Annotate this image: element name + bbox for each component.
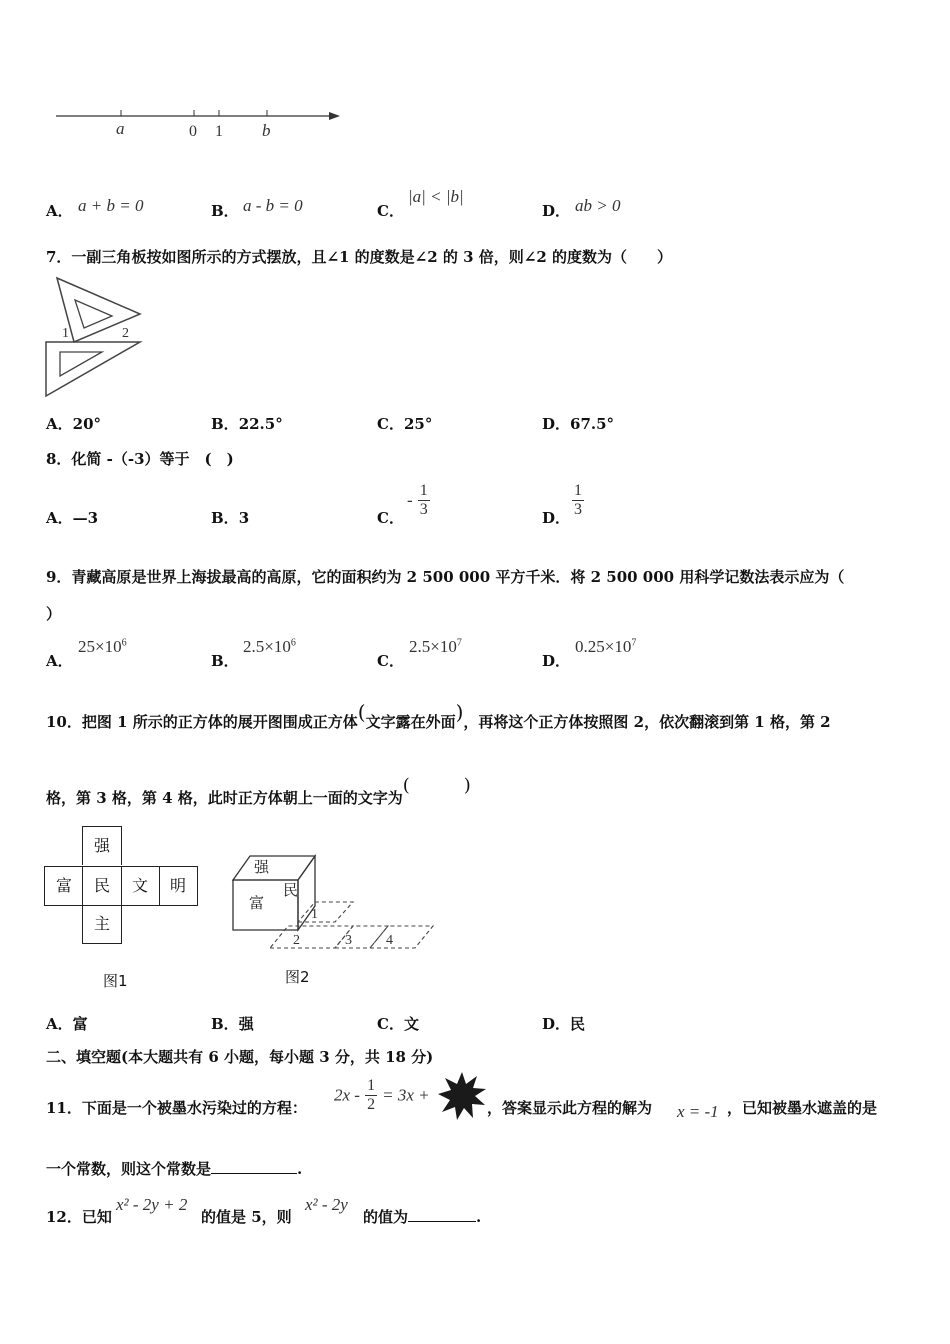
option-letter: C． (377, 415, 404, 433)
q9-option-c[interactable] (377, 650, 404, 671)
q6-option-a-expr: a + b = 0 (78, 196, 144, 215)
q6-option-a[interactable] (46, 200, 73, 221)
label-a: a (116, 119, 125, 138)
q12-expr2: x² - 2y (305, 1195, 348, 1214)
q9-option-a-expr (78, 637, 127, 657)
fig1-caption: 图1 (103, 972, 128, 990)
option-letter: B． (211, 652, 239, 670)
answer-paren: ( ) (402, 775, 471, 796)
cell-label-3: 3 (345, 933, 352, 948)
q10-text-line2 (46, 775, 471, 809)
q7-option-b[interactable] (211, 413, 283, 434)
q6-option-b[interactable] (211, 200, 239, 221)
option-letter: B． (211, 1015, 239, 1033)
q12-text-b: 的值是 5，则 (201, 1208, 292, 1226)
minus-sign: - (407, 490, 413, 510)
q9-text-line1: 9．青藏高原是世界上海拔最高的高原，它的面积约为 2 500 000 平方千米．将 2 500 000 用科学记数法表示应为（ (46, 568, 845, 586)
net-cell-right2: 明 (159, 866, 198, 906)
q9-option-d-expr (575, 637, 636, 657)
option-letter: B． (211, 202, 239, 220)
option-value: 25° (403, 415, 433, 433)
set-square-figure (40, 272, 150, 402)
net-cell-center: 民 (82, 866, 122, 906)
q9-option-c-expr (409, 637, 462, 657)
q12-text-c-wrap (363, 1206, 481, 1227)
q6-option-b-expr: a - b = 0 (243, 196, 303, 215)
option-letter: C． (377, 202, 404, 220)
net-cell-bottom: 主 (82, 905, 122, 944)
option-letter: B． (211, 509, 239, 527)
cell-label-1: 1 (311, 907, 318, 922)
q11-text-c: ，已知被墨水遮盖的是 (727, 1099, 878, 1117)
q6-option-c-expr: |a| < |b| (408, 187, 464, 206)
q11-text-b: ，答案显示此方程的解为 (487, 1099, 653, 1117)
lower-triangle-inner (60, 352, 102, 376)
option-value: 富 (72, 1015, 88, 1033)
q9-option-d[interactable] (542, 650, 570, 671)
q11-text-a: 11．下面是一个被墨水污染过的方程： (46, 1099, 307, 1117)
option-value: 67.5° (570, 415, 615, 433)
cell-label-2: 2 (293, 933, 300, 948)
section-2-heading: 二、填空题(本大题共有 6 小题，每小题 3 分，共 18 分) (46, 1048, 434, 1066)
cube-front-char: 富 (249, 894, 265, 912)
option-letter: A． (46, 509, 73, 527)
number-line-figure (50, 100, 350, 145)
q10-text-line2-body: 格，第 3 格，第 4 格，此时正方体朝上一面的文字为 (46, 789, 403, 807)
angle-1-label: 1 (62, 326, 69, 341)
open-paren: ( (357, 700, 366, 724)
q12-text-a: 12．已知 (46, 1208, 112, 1226)
q10-text-line1 (46, 700, 831, 732)
cube-top-char: 强 (254, 858, 270, 876)
number-line-arrow (329, 112, 340, 120)
option-letter: A． (46, 652, 73, 670)
q10-option-c[interactable] (377, 1013, 419, 1034)
sci-base: 25×10 (78, 637, 122, 656)
cell-label-4: 4 (386, 933, 393, 948)
q8-option-c[interactable] (377, 507, 404, 528)
period: . (476, 1208, 482, 1226)
q10-option-a[interactable] (46, 1013, 88, 1034)
q10-paren-text: 文字露在外面 (365, 713, 456, 731)
grid-cell-3 (335, 926, 388, 948)
option-value: —3 (72, 509, 99, 527)
equation-right: = 3x + (382, 1085, 430, 1105)
q7-text: 7．一副三角板按如图所示的方式摆放，且∠1 的度数是∠2 的 3 倍，则∠2 的度数为（ ） (46, 248, 673, 266)
q9-option-a[interactable] (46, 650, 73, 671)
q11-line2-body: 一个常数，则这个常数是 (46, 1160, 212, 1178)
angle-2-label: 2 (122, 326, 129, 341)
q6-option-d[interactable] (542, 200, 570, 221)
q8-option-b[interactable] (211, 507, 249, 528)
label-b: b (262, 121, 271, 140)
q6-option-d-expr: ab > 0 (575, 196, 621, 215)
sci-exponent: 6 (121, 637, 127, 649)
q8-option-d-fraction (572, 482, 584, 519)
option-letter: D． (542, 1015, 571, 1033)
upper-triangle-inner (75, 300, 112, 328)
cube-side-char: 民 (283, 881, 299, 899)
option-value: 民 (570, 1015, 586, 1033)
q11-solution: x = -1 (677, 1102, 719, 1121)
option-value: 22.5° (238, 415, 283, 433)
option-letter: A． (46, 202, 73, 220)
q9-option-b-expr (243, 637, 296, 657)
sci-exponent: 7 (456, 637, 462, 649)
q12-answer-blank[interactable] (408, 1221, 476, 1222)
period: . (297, 1160, 303, 1178)
denominator: 3 (419, 501, 428, 518)
q7-option-d[interactable] (542, 413, 614, 434)
q8-text: 8．化简 -（-3）等于 ( ) (46, 450, 234, 468)
label-0: 0 (189, 123, 197, 140)
option-letter: A． (46, 415, 73, 433)
q7-option-a[interactable] (46, 413, 101, 434)
option-letter: D． (542, 415, 571, 433)
numerator: 1 (419, 482, 428, 499)
equation-left: 2x - (334, 1085, 360, 1105)
option-letter: B． (211, 415, 239, 433)
net-cell-right1: 文 (121, 866, 160, 906)
label-1: 1 (215, 123, 223, 140)
option-letter: D． (542, 202, 571, 220)
sci-exponent: 7 (631, 637, 637, 649)
option-letter: D． (542, 652, 571, 670)
close-paren: ) (455, 700, 464, 724)
q7-option-c[interactable] (377, 413, 432, 434)
option-value: 20° (72, 415, 102, 433)
option-letter: C． (377, 1015, 404, 1033)
denominator: 2 (367, 1096, 376, 1113)
q10-option-b[interactable] (211, 1013, 254, 1034)
net-cell-top: 强 (82, 826, 122, 865)
q9-text-line2: ） (46, 605, 62, 623)
q8-option-d[interactable] (542, 507, 570, 528)
q10-text-part1: 10．把图 1 所示的正方体的展开图围成正方体 (46, 713, 358, 731)
rolling-cube-figure (225, 850, 440, 960)
denominator: 3 (574, 501, 582, 518)
q11-text-line2 (46, 1158, 302, 1179)
option-value: 文 (403, 1015, 419, 1033)
sci-base: 0.25×10 (575, 637, 632, 656)
sci-base: 2.5×10 (409, 637, 457, 656)
q10-option-d[interactable] (542, 1013, 585, 1034)
ink-blot-icon (437, 1070, 487, 1122)
q12-expr1: x² - 2y + 2 (116, 1195, 188, 1214)
q11-answer-blank[interactable] (211, 1173, 297, 1174)
option-letter: D． (542, 509, 571, 527)
option-value: 强 (238, 1015, 254, 1033)
option-letter: A． (46, 1015, 73, 1033)
q8-option-a[interactable] (46, 507, 98, 528)
q9-option-b[interactable] (211, 650, 239, 671)
sci-base: 2.5×10 (243, 637, 291, 656)
option-letter: C． (377, 509, 404, 527)
q6-option-c[interactable] (377, 200, 404, 221)
q12-text-c: 的值为 (363, 1208, 409, 1226)
net-cell-left: 富 (44, 866, 83, 906)
numerator: 1 (574, 482, 582, 499)
q10-text-part2: ，再将这个正方体按照图 2，依次翻滚到第 1 格，第 2 (463, 713, 831, 731)
sci-exponent: 6 (290, 637, 296, 649)
option-value: 3 (238, 509, 250, 527)
option-letter: C． (377, 652, 404, 670)
numerator: 1 (367, 1077, 376, 1094)
fig2-caption: 图2 (285, 968, 310, 986)
q8-option-c-fraction (407, 482, 430, 519)
cube-top (233, 856, 315, 880)
grid-cell-2 (270, 926, 353, 948)
q11-equation (334, 1077, 430, 1114)
